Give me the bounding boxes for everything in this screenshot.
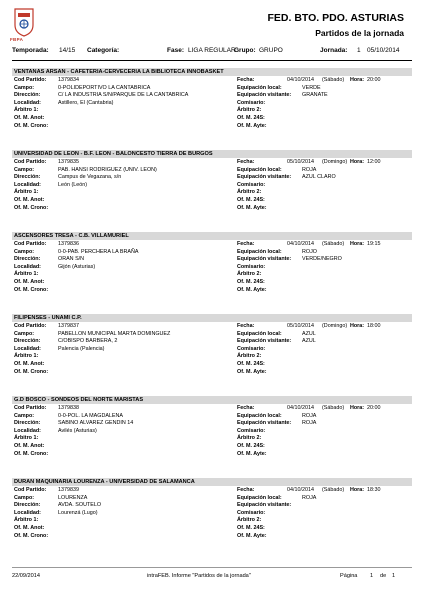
assistant-label: Of. M. Ayte: bbox=[237, 450, 267, 457]
match-row bbox=[12, 205, 412, 212]
code-label: Cod Partido: bbox=[14, 487, 47, 493]
match-block bbox=[12, 478, 412, 543]
date-label: Fecha: bbox=[237, 487, 255, 493]
match-teams: DURAN MAQUINARIA LOURENZA - UNIVERSIDAD DE SALAMANCA bbox=[14, 478, 195, 485]
match-row bbox=[12, 241, 412, 248]
round-value: 1 bbox=[357, 47, 361, 54]
locality-value: Astillero, El (Cantabria) bbox=[58, 99, 114, 106]
date-label: Fecha: bbox=[237, 159, 255, 165]
home-kit-value: ROJO bbox=[302, 248, 317, 255]
timer-label: Of. M. Crono: bbox=[14, 286, 49, 293]
venue-value: PABELLON MUNICIPAL MARTA DOMINGUEZ bbox=[58, 330, 171, 337]
date-value: 05/10/2014 bbox=[287, 323, 314, 329]
commissioner-label: Comisario: bbox=[237, 509, 266, 516]
away-kit-value: GRANATE bbox=[302, 92, 328, 99]
date-label: Fecha: bbox=[237, 241, 255, 247]
match-row bbox=[12, 197, 412, 204]
match-row bbox=[12, 123, 412, 130]
print-date: 22/09/2014 bbox=[12, 573, 40, 579]
venue-label: Campo: bbox=[14, 166, 35, 173]
away-kit-value: AZUL bbox=[302, 338, 316, 345]
away-kit-value: VERDE/NEGRO bbox=[302, 256, 342, 263]
referee2-label: Árbitro 2: bbox=[237, 517, 262, 524]
venue-value: 0-POLIDEPORTIVO LA CANTABRICA bbox=[58, 84, 151, 91]
shot-clock-label: Of. M. 24S: bbox=[237, 115, 265, 121]
home-kit-label: Equipación local: bbox=[237, 166, 282, 173]
away-kit-label: Equipación visitante: bbox=[237, 256, 292, 263]
page-number: 1 bbox=[370, 573, 374, 579]
venue-value: LOURENZA bbox=[58, 494, 88, 501]
venue-value: 0-0-PAB. PERCHERA LA BRAÑA bbox=[58, 248, 139, 255]
address-value: ORAN S/N bbox=[58, 256, 85, 263]
away-kit-value: AZUL CLARO bbox=[302, 174, 336, 181]
venue-label: Campo: bbox=[14, 248, 35, 255]
referee1-label: Árbitro 1: bbox=[14, 107, 39, 114]
code-label: Cod Partido: bbox=[14, 241, 47, 247]
match-row bbox=[12, 159, 412, 166]
away-kit-label: Equipación visitante: bbox=[237, 420, 292, 427]
match-row bbox=[12, 435, 412, 442]
assistant-label: Of. M. Ayte: bbox=[237, 532, 267, 539]
assistant-label: Of. M. Ayte: bbox=[237, 204, 267, 211]
assistant-label: Of. M. Ayte: bbox=[237, 368, 267, 375]
locality-label: Localidad: bbox=[14, 99, 41, 106]
match-row bbox=[12, 92, 412, 99]
locality-value: Palencia (Palencia) bbox=[58, 345, 105, 352]
address-value: C/OBISPO BARBERA, 2 bbox=[58, 338, 118, 345]
match-teams: UNIVERSIDAD DE LEON - B.F. LEON - BALONCESTO TIERRA DE BURGOS bbox=[14, 150, 213, 157]
weekday-value: (Sábado) bbox=[322, 77, 345, 83]
address-label: Dirección: bbox=[14, 420, 41, 427]
match-row bbox=[12, 495, 412, 502]
header-divider bbox=[12, 60, 412, 61]
match-row bbox=[12, 420, 412, 427]
match-row bbox=[12, 533, 412, 540]
category-label: Categoría: bbox=[87, 47, 120, 54]
address-label: Dirección: bbox=[14, 256, 41, 263]
match-row bbox=[12, 369, 412, 376]
address-label: Dirección: bbox=[14, 502, 41, 509]
time-value: 20:00 bbox=[367, 405, 381, 411]
code-value: 1379836 bbox=[58, 241, 79, 247]
match-row bbox=[12, 487, 412, 494]
weekday-value: (Domingo) bbox=[322, 323, 348, 329]
match-row bbox=[12, 189, 412, 196]
commissioner-label: Comisario: bbox=[237, 427, 266, 434]
date-label: Fecha: bbox=[237, 405, 255, 411]
locality-label: Localidad: bbox=[14, 181, 41, 188]
shot-clock-label: Of. M. 24S: bbox=[237, 197, 265, 203]
code-value: 1379835 bbox=[58, 159, 79, 165]
match-row bbox=[12, 323, 412, 330]
group-label: Grupo: bbox=[234, 47, 256, 54]
match-row bbox=[12, 107, 412, 114]
match-row bbox=[12, 271, 412, 278]
timer-label: Of. M. Crono: bbox=[14, 532, 49, 539]
home-kit-value: ROJA bbox=[302, 166, 317, 173]
match-block bbox=[12, 68, 412, 133]
home-kit-label: Equipación local: bbox=[237, 330, 282, 337]
match-row bbox=[12, 256, 412, 263]
match-row bbox=[12, 331, 412, 338]
date-label: Fecha: bbox=[237, 77, 255, 83]
code-label: Cod Partido: bbox=[14, 159, 47, 165]
match-row bbox=[12, 182, 412, 189]
commissioner-label: Comisario: bbox=[237, 263, 266, 270]
time-label: Hora: bbox=[350, 405, 365, 411]
date-value: 04/10/2014 bbox=[287, 241, 314, 247]
match-teams: G.D BOSCO - SONDEOS DEL NORTE MARISTAS bbox=[14, 396, 144, 403]
address-label: Dirección: bbox=[14, 174, 41, 181]
locality-value: Gijón (Asturias) bbox=[58, 263, 96, 270]
referee1-label: Árbitro 1: bbox=[14, 353, 39, 360]
shot-clock-label: Of. M. 24S: bbox=[237, 361, 265, 367]
match-block bbox=[12, 232, 412, 297]
report-filters bbox=[12, 46, 412, 58]
time-value: 18:30 bbox=[367, 487, 381, 493]
locality-label: Localidad: bbox=[14, 263, 41, 270]
page-subtitle: Partidos de la jornada bbox=[315, 28, 404, 38]
season-value: 14/15 bbox=[59, 47, 76, 54]
referee2-label: Árbitro 2: bbox=[237, 435, 262, 442]
logo-text: FBPA bbox=[10, 37, 24, 42]
match-row bbox=[12, 413, 412, 420]
address-label: Dirección: bbox=[14, 338, 41, 345]
match-row bbox=[12, 353, 412, 360]
locality-label: Localidad: bbox=[14, 509, 41, 516]
venue-label: Campo: bbox=[14, 330, 35, 337]
home-kit-label: Equipación local: bbox=[237, 412, 282, 419]
assistant-label: Of. M. Ayte: bbox=[237, 286, 267, 293]
match-row bbox=[12, 115, 412, 122]
venue-label: Campo: bbox=[14, 412, 35, 419]
timer-label: Of. M. Crono: bbox=[14, 450, 49, 457]
date-value: 05/10/2014 bbox=[287, 159, 314, 165]
time-label: Hora: bbox=[350, 77, 365, 83]
match-teams: VENTANAS ARSAN - CAFETERIA-CERVECERIA LA BIBLIOTECA INNOBASKET bbox=[14, 68, 224, 75]
match-row bbox=[12, 167, 412, 174]
page-of: de bbox=[380, 573, 387, 579]
date-label: Fecha: bbox=[237, 323, 255, 329]
timer-label: Of. M. Crono: bbox=[14, 204, 49, 211]
away-kit-value: ROJA bbox=[302, 420, 317, 427]
referee1-label: Árbitro 1: bbox=[14, 517, 39, 524]
referee2-label: Árbitro 2: bbox=[237, 189, 262, 196]
away-kit-label: Equipación visitante: bbox=[237, 338, 292, 345]
time-label: Hora: bbox=[350, 487, 365, 493]
home-kit-value: ROJA bbox=[302, 412, 317, 419]
locality-value: Avilés (Asturias) bbox=[58, 427, 97, 434]
locality-value: León (León) bbox=[58, 181, 88, 188]
phase-label: Fase: bbox=[167, 47, 184, 54]
commissioner-label: Comisario: bbox=[237, 345, 266, 352]
match-row bbox=[12, 451, 412, 458]
commissioner-label: Comisario: bbox=[237, 181, 266, 188]
assistant-label: Of. M. Ayte: bbox=[237, 122, 267, 129]
commissioner-label: Comisario: bbox=[237, 99, 266, 106]
code-label: Cod Partido: bbox=[14, 405, 47, 411]
date-value: 04/10/2014 bbox=[287, 405, 314, 411]
weekday-value: (Sábado) bbox=[322, 241, 345, 247]
code-value: 1379834 bbox=[58, 77, 79, 83]
match-row bbox=[12, 502, 412, 509]
group-value: GRUPO bbox=[259, 47, 283, 54]
match-row bbox=[12, 279, 412, 286]
weekday-value: (Domingo) bbox=[322, 159, 348, 165]
timer-label: Of. M. Crono: bbox=[14, 122, 49, 129]
footer-divider bbox=[12, 567, 412, 568]
page-total: 1 bbox=[392, 573, 396, 579]
round-label: Jornada: bbox=[320, 47, 348, 54]
timer-label: Of. M. Crono: bbox=[14, 368, 49, 375]
code-value: 1379838 bbox=[58, 405, 79, 411]
home-kit-value: ROJA bbox=[302, 494, 317, 501]
time-value: 12:00 bbox=[367, 159, 381, 165]
home-kit-value: VERDE bbox=[302, 84, 321, 91]
referee1-label: Árbitro 1: bbox=[14, 435, 39, 442]
shot-clock-label: Of. M. 24S: bbox=[237, 443, 265, 449]
time-label: Hora: bbox=[350, 159, 365, 165]
scorer-label: Of. M. Anot: bbox=[14, 525, 45, 531]
home-kit-label: Equipación local: bbox=[237, 84, 282, 91]
match-teams: FILIPENSES - UNAMI C.P. bbox=[14, 314, 82, 321]
match-row bbox=[12, 338, 412, 345]
time-label: Hora: bbox=[350, 323, 365, 329]
address-value: AVDA. SOUTELO bbox=[58, 502, 102, 509]
match-row bbox=[12, 100, 412, 107]
home-kit-value: AZUL bbox=[302, 330, 316, 337]
match-teams: ASCENSORES TRESA - C.B. VILLAMURIEL bbox=[14, 232, 129, 239]
phase-value: LIGA REGULAR bbox=[188, 47, 236, 54]
code-label: Cod Partido: bbox=[14, 77, 47, 83]
address-value: Campus de Vegazana, s/n bbox=[58, 174, 122, 181]
away-kit-label: Equipación visitante: bbox=[237, 92, 292, 99]
locality-label: Localidad: bbox=[14, 345, 41, 352]
page-label: Página bbox=[340, 573, 358, 579]
federation-logo bbox=[13, 7, 35, 37]
match-block bbox=[12, 396, 412, 461]
match-row bbox=[12, 77, 412, 84]
address-value: SABINO ALVAREZ GENDIN 14 bbox=[58, 420, 134, 427]
page-title: FED. BTO. PDO. ASTURIAS bbox=[267, 12, 404, 24]
match-block bbox=[12, 314, 412, 379]
venue-label: Campo: bbox=[14, 84, 35, 91]
match-row bbox=[12, 287, 412, 294]
time-value: 18:00 bbox=[367, 323, 381, 329]
referee1-label: Árbitro 1: bbox=[14, 189, 39, 196]
match-row bbox=[12, 428, 412, 435]
address-label: Dirección: bbox=[14, 92, 41, 99]
away-kit-label: Equipación visitante: bbox=[237, 502, 292, 509]
match-row bbox=[12, 525, 412, 532]
match-row bbox=[12, 346, 412, 353]
scorer-label: Of. M. Anot: bbox=[14, 115, 45, 121]
away-kit-label: Equipación visitante: bbox=[237, 174, 292, 181]
referee2-label: Árbitro 2: bbox=[237, 353, 262, 360]
venue-value: 0-0-POL. LA MAGDALENA bbox=[58, 412, 124, 419]
match-block bbox=[12, 150, 412, 215]
referee2-label: Árbitro 2: bbox=[237, 107, 262, 114]
address-value: C/ LA INDUSTRIA S/N/PARQUE DE LA CANTABRICA bbox=[58, 92, 189, 99]
home-kit-label: Equipación local: bbox=[237, 494, 282, 501]
match-row bbox=[12, 361, 412, 368]
season-label: Temporada: bbox=[12, 47, 49, 54]
code-label: Cod Partido: bbox=[14, 323, 47, 329]
date-value: 04/10/2014 bbox=[287, 77, 314, 83]
time-value: 19:15 bbox=[367, 241, 381, 247]
match-row bbox=[12, 510, 412, 517]
shot-clock-label: Of. M. 24S: bbox=[237, 279, 265, 285]
scorer-label: Of. M. Anot: bbox=[14, 361, 45, 367]
report-name: intraFEB. Informe "Partidos de la jornada" bbox=[147, 573, 251, 579]
scorer-label: Of. M. Anot: bbox=[14, 197, 45, 203]
time-value: 20:00 bbox=[367, 77, 381, 83]
match-row bbox=[12, 249, 412, 256]
code-value: 1379837 bbox=[58, 323, 79, 329]
home-kit-label: Equipación local: bbox=[237, 248, 282, 255]
locality-value: Lourenzá (Lugo) bbox=[58, 509, 98, 516]
locality-label: Localidad: bbox=[14, 427, 41, 434]
venue-label: Campo: bbox=[14, 494, 35, 501]
match-row bbox=[12, 264, 412, 271]
match-row bbox=[12, 174, 412, 181]
match-row bbox=[12, 517, 412, 524]
scorer-label: Of. M. Anot: bbox=[14, 279, 45, 285]
venue-value: PAB. HANSI RODRIGUEZ (UNIV. LEON) bbox=[58, 166, 157, 173]
weekday-value: (Sábado) bbox=[322, 405, 345, 411]
shot-clock-label: Of. M. 24S: bbox=[237, 525, 265, 531]
code-value: 1379839 bbox=[58, 487, 79, 493]
date-value: 04/10/2014 bbox=[287, 487, 314, 493]
weekday-value: (Sábado) bbox=[322, 487, 345, 493]
match-row bbox=[12, 443, 412, 450]
match-row bbox=[12, 405, 412, 412]
referee2-label: Árbitro 2: bbox=[237, 271, 262, 278]
scorer-label: Of. M. Anot: bbox=[14, 443, 45, 449]
time-label: Hora: bbox=[350, 241, 365, 247]
referee1-label: Árbitro 1: bbox=[14, 271, 39, 278]
match-row bbox=[12, 85, 412, 92]
round-date: 05/10/2014 bbox=[367, 47, 400, 54]
